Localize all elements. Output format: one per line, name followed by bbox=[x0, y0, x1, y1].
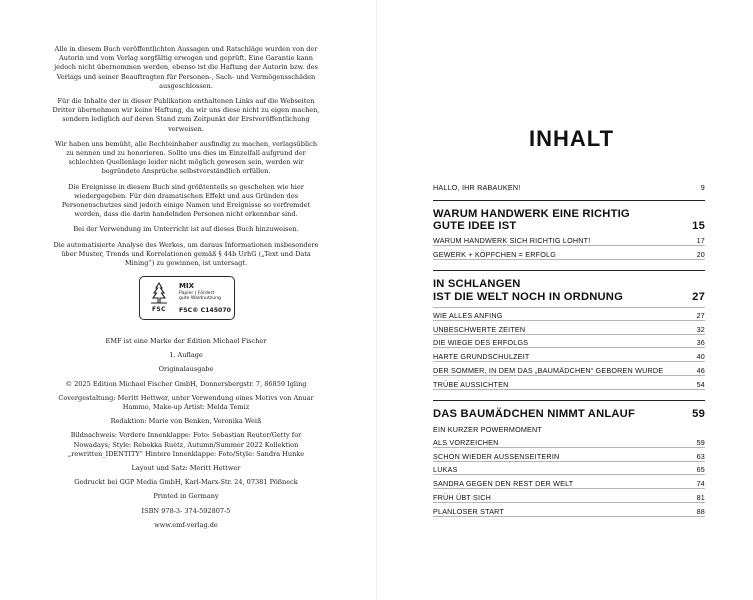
toc-entry-page: 46 bbox=[696, 366, 705, 375]
toc-entry-page: 40 bbox=[696, 352, 705, 362]
toc-entry-page: 81 bbox=[696, 492, 705, 502]
toc-entry-page: 74 bbox=[696, 479, 705, 489]
credit-line: EMF ist eine Marke der Edition Michael Fischer bbox=[105, 337, 267, 345]
disclaimer-paragraph: Alle in diesem Buch veröffentlichten Aussagen und Ratschläge wurden von der Autorin und vom Verlag sorgfältig erwogen und geprüft. Eine Garantie kann jedoch nicht übernommen werden, ebenso ist die Haftung der Autorin bzw. des Verlags und seiner Beauftragten für Personen-, Sach- und Vermögensschäden ausgeschlossen. bbox=[54, 45, 318, 90]
toc-entry-page: 9 bbox=[700, 182, 705, 192]
fsc-line-2: gute Waldnutzung bbox=[179, 296, 221, 302]
chapter-title bbox=[433, 208, 630, 233]
credit-line: ISBN 978-3- 374-592807-5 bbox=[141, 506, 231, 515]
chapter-title-line: GUTE IDEE IST bbox=[433, 220, 517, 233]
fsc-line-1: Papier | Fördert bbox=[179, 291, 215, 296]
toc-entry-page: 65 bbox=[696, 465, 705, 475]
toc-entry-label: LUKAS bbox=[433, 465, 458, 475]
toc-entry-label: GEWERK + KÖPFCHEN = ERFOLG bbox=[433, 250, 557, 260]
contents-title: INHALT bbox=[529, 126, 615, 151]
credit-line: Covergestaltung: Meritt Hettwer, unter Verwendung eines Motivs von Anuar Hammo, Make-up Artist: Melda Temiz bbox=[58, 393, 314, 412]
toc-entry[interactable] bbox=[433, 348, 705, 362]
toc-entry-label: TRÜBE AUSSICHTEN bbox=[433, 379, 509, 389]
credit-line: Bildnachweis: Vordere Innenklappe: Foto: Sebastian Reuter/Getty for Nowadays; Style: Rebekka Ruètz, Autumn/Summer 2022 Kollektion „rewritten_IDENTITY“ Hintere Innenklappe: Foto/Style: Sandra Hunke bbox=[67, 431, 305, 458]
toc-chapter[interactable] bbox=[433, 408, 705, 420]
imprint-legal-text bbox=[52, 45, 320, 268]
toc-entry[interactable] bbox=[433, 233, 705, 247]
toc-entry-label: UNBESCHWERTE ZEITEN bbox=[433, 324, 526, 334]
rights-paragraph: Wir haben uns bemüht, alle Rechteinhaber ausfindig zu machen, verlagsüblich zu nennen und zu honorieren. Sollte uns dies im Einzelfall aufgrund der schlechten Quellenlage leider nicht möglich gewesen sein, werden wir begründete Ansprüche selbstverständlich erfüllen. bbox=[54, 139, 318, 176]
toc-entry-label: SCHON WIEDER AUSSENSEITERIN bbox=[433, 451, 560, 461]
toc-entry-label: WIE ALLES ANFING bbox=[433, 310, 503, 320]
toc-chapter[interactable] bbox=[433, 278, 705, 303]
chapter-title-line: DAS BAUMÄDCHEN NIMMT ANLAUF bbox=[433, 407, 635, 420]
toc-entry[interactable] bbox=[433, 489, 705, 503]
toc-entry-page: 20 bbox=[696, 250, 705, 260]
toc-entry[interactable] bbox=[433, 307, 705, 321]
chapter-page: 27 bbox=[692, 290, 705, 303]
toc-entry-label: SANDRA GEGEN DEN REST DER WELT bbox=[433, 479, 574, 489]
imprint-credits bbox=[52, 337, 320, 535]
fsc-label bbox=[139, 276, 235, 320]
credit-line: Redaktion: Marie von Benken, Veronika Weiß bbox=[110, 417, 262, 426]
toc-entry[interactable] bbox=[433, 420, 705, 434]
chapter-title-line: IN SCHLANGEN bbox=[433, 278, 521, 291]
tdm-paragraph: Die automatisierte Analyse des Werkes, um daraus Informationen insbesondere über Muster, Trends und Korrelationen gemäß § 44b UrhG („Text und Data Mining“) zu gewinnen, ist untersagt. bbox=[53, 240, 319, 268]
credit-line: Printed in Germany bbox=[153, 492, 219, 501]
toc-entry-label: PLANLOSER START bbox=[433, 506, 505, 516]
toc-entry[interactable] bbox=[433, 448, 705, 462]
chapter-page: 59 bbox=[692, 407, 705, 420]
toc-entry-page: 59 bbox=[696, 437, 705, 447]
toc-entry[interactable] bbox=[433, 475, 705, 489]
fsc-tree-icon bbox=[148, 282, 170, 304]
credit-line: Layout und Satz: Meritt Hettwer bbox=[131, 464, 241, 473]
toc-entry[interactable] bbox=[433, 503, 705, 517]
toc-entry-page: 27 bbox=[696, 310, 705, 320]
toc-entry-page: 63 bbox=[696, 451, 705, 461]
chapter-title bbox=[433, 408, 635, 420]
contents-page bbox=[377, 0, 753, 600]
toc-entry-page: 32 bbox=[696, 324, 705, 334]
toc-entry[interactable] bbox=[433, 321, 705, 335]
chapter-title bbox=[433, 278, 623, 303]
fsc-mix: MIX bbox=[179, 282, 194, 290]
toc-entry-label: HALLO, IHR RABAUKEN! bbox=[433, 182, 521, 192]
events-paragraph: Die Ereignisse in diesem Buch sind größtenteils so geschehen wie hier wiedergegeben. Für den dramatischen Effekt und aus Gründen des Personenschutzes sind jedoch einige Namen und Ereignisse so verfremdet worden, dass die darin handelnden Personen nicht erkennbar sind. bbox=[61, 182, 311, 219]
credit-line: 1. Auflage bbox=[169, 351, 203, 360]
teaching-paragraph: Bei der Verwendung im Unterricht ist auf dieses Buch hinzuweisen. bbox=[73, 225, 299, 234]
fsc-logo-text: FSC bbox=[152, 307, 166, 313]
toc-chapter[interactable] bbox=[433, 208, 705, 233]
toc-entry-page: 17 bbox=[696, 236, 705, 246]
credit-line: Originalausgabe bbox=[158, 365, 214, 374]
fsc-code: FSC® C145070 bbox=[179, 307, 231, 314]
toc-entry-page: 54 bbox=[696, 379, 705, 389]
toc-entry[interactable] bbox=[433, 376, 705, 390]
links-paragraph: Für die Inhalte der in dieser Publikation enthaltenen Links auf die Webseiten Dritter übernehmen wir keine Haftung, da wir uns diese nicht zu eigen machen, sondern lediglich auf deren Stand zum Zeitpunkt der Erstveröffentlichung verweisen. bbox=[52, 97, 320, 133]
credit-line: www.emf-verlag.de bbox=[154, 520, 218, 529]
toc-entry-page: 36 bbox=[696, 338, 705, 348]
toc-entry-label: FRÜH ÜBT SICH bbox=[433, 492, 491, 502]
chapter-page: 15 bbox=[692, 220, 705, 233]
toc-entry-label: DER SOMMER, IN DEM DAS „BAUMÄDCHEN“ GEBOREN WURDE bbox=[433, 366, 664, 375]
toc-entry-label: EIN KURZER POWERMOMENT bbox=[433, 425, 543, 434]
credit-line: © 2025 Edition Michael Fischer GmbH, Donnersbergstr. 7, 86859 Igling bbox=[65, 379, 307, 388]
toc-entry-label: WARUM HANDWERK SICH RICHTIG LOHNT! bbox=[433, 236, 591, 246]
fsc-description bbox=[179, 291, 233, 302]
toc-entry[interactable] bbox=[433, 362, 705, 376]
toc-entry-page: 88 bbox=[696, 506, 705, 516]
toc-entry[interactable] bbox=[433, 434, 705, 448]
toc-entry[interactable] bbox=[433, 462, 705, 476]
toc-entry-label: ALS VORZEICHEN bbox=[433, 437, 499, 447]
chapter-title-line: IST DIE WELT NOCH IN ORDNUNG bbox=[433, 290, 623, 303]
toc-entry-label: DIE WIEGE DES ERFOLGS bbox=[433, 338, 529, 348]
table-of-contents bbox=[433, 178, 705, 517]
toc-entry[interactable] bbox=[433, 246, 705, 260]
chapter-title-line: WARUM HANDWERK EINE RICHTIG bbox=[433, 207, 630, 220]
toc-entry-label: HARTE GRUNDSCHULZEIT bbox=[433, 352, 530, 362]
credit-line: Gedruckt bei GGP Media GmbH, Karl-Marx-Str. 24, 07381 Pößneck bbox=[74, 478, 298, 487]
toc-entry[interactable] bbox=[433, 178, 705, 192]
imprint-page bbox=[0, 0, 376, 600]
toc-entry[interactable] bbox=[433, 335, 705, 349]
